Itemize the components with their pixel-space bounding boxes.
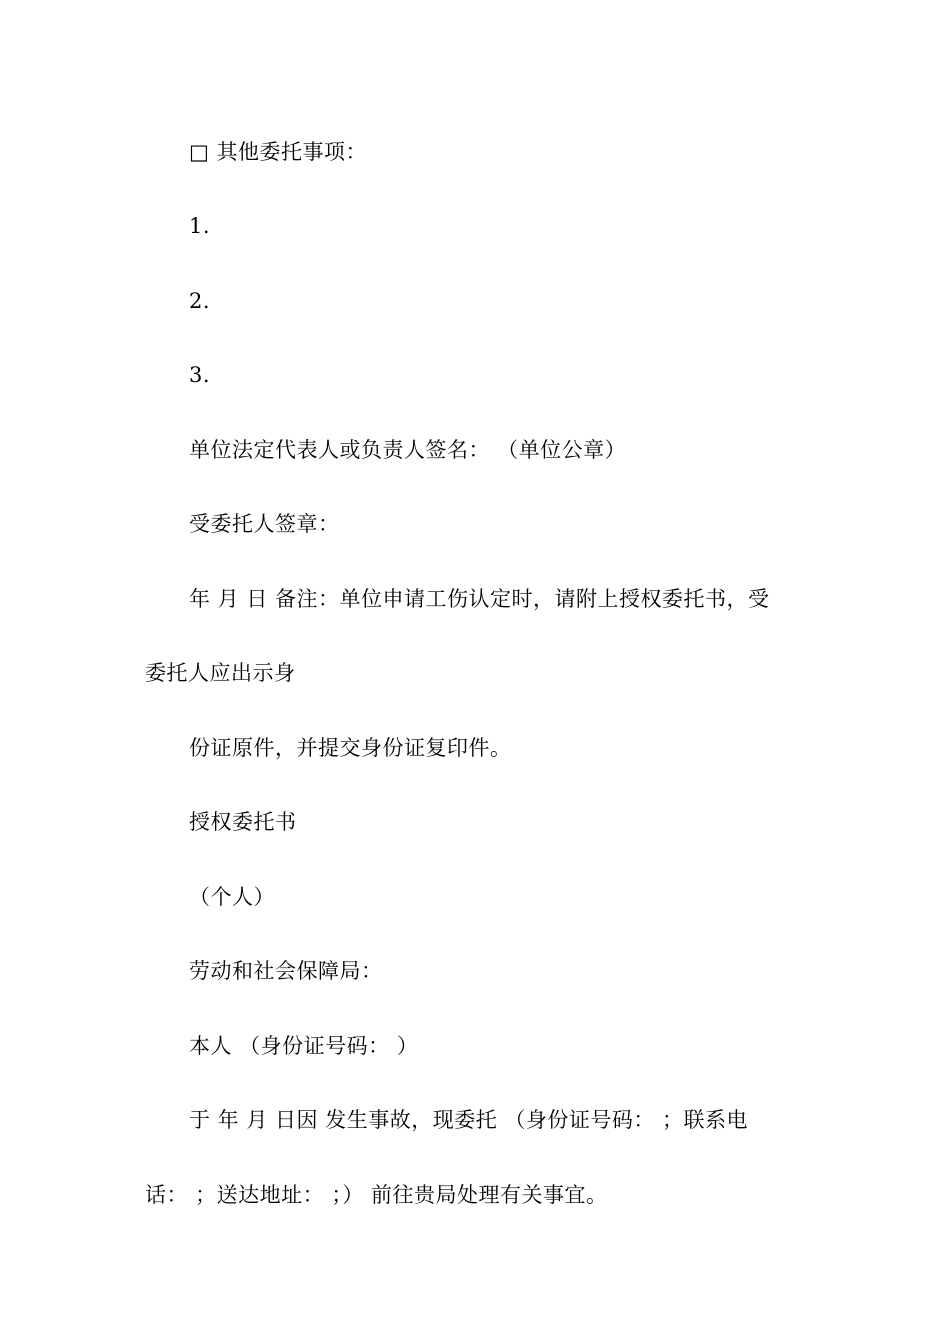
entrust-line-1: 于 年 月 日因 发生事故，现委托 （身份证号码： ；联系电 bbox=[189, 1108, 749, 1132]
legal-rep-signature-line: 单位法定代表人或负责人签名： （单位公章） bbox=[189, 438, 627, 462]
document-title: 授权委托书 bbox=[189, 810, 297, 834]
item-3: 3. bbox=[189, 363, 211, 387]
addressee-line: 劳动和社会保障局： bbox=[189, 959, 383, 983]
principal-line: 本人 （身份证号码： ） bbox=[189, 1034, 419, 1058]
date-note-line-2: 委托人应出示身 bbox=[145, 661, 296, 685]
other-matters-line: □ 其他委托事项： bbox=[189, 140, 368, 164]
item-2: 2. bbox=[189, 289, 211, 313]
item-1: 1. bbox=[189, 214, 211, 238]
date-note-line-3: 份证原件，并提交身份证复印件。 bbox=[189, 736, 512, 760]
entrust-line-2: 话： ；送达地址： ；） 前往贵局处理有关事宜。 bbox=[145, 1183, 608, 1207]
trustee-signature-line: 受委托人签章： bbox=[189, 512, 340, 536]
document-subtitle: （个人） bbox=[189, 885, 275, 909]
date-note-line-1: 年 月 日 备注：单位申请工伤认定时，请附上授权委托书，受 bbox=[189, 587, 770, 611]
